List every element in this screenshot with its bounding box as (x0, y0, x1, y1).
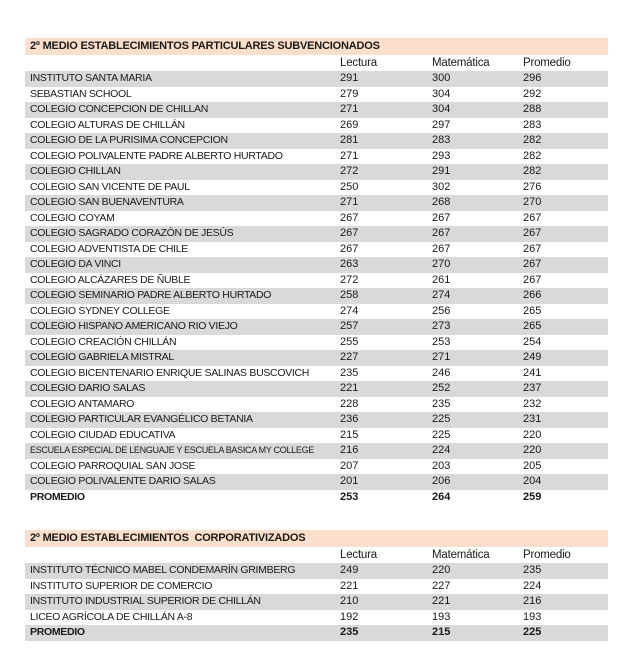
table-row (25, 180, 608, 196)
column-header-matematica: Matemática (432, 57, 490, 69)
matematica-score: 273 (432, 320, 451, 332)
matematica-score: 261 (432, 273, 451, 286)
promedio-score: 283 (523, 118, 542, 131)
column-header-lectura: Lectura (340, 57, 377, 69)
lectura-score: 249 (340, 564, 359, 576)
lectura-score: 267 (340, 211, 359, 224)
matematica-score: 291 (432, 165, 451, 177)
matematica-score: 274 (432, 289, 451, 301)
promedio-score: 224 (523, 579, 542, 592)
total-label: PROMEDIO (30, 626, 85, 638)
table-row (25, 288, 608, 304)
table-row (25, 366, 608, 382)
lectura-score: 255 (340, 335, 359, 348)
matematica-score: 304 (432, 87, 451, 100)
table-row (25, 273, 608, 289)
table-row (25, 579, 608, 595)
total-label: PROMEDIO (30, 490, 85, 503)
matematica-score: 235 (432, 397, 451, 410)
matematica-score: 297 (432, 118, 451, 131)
school-name: COLEGIO POLIVALENTE DARIO SALAS (30, 475, 216, 487)
table-row (25, 211, 608, 227)
school-name: LICEO AGRÍCOLA DE CHILLÁN A-8 (30, 610, 193, 623)
school-name: COLEGIO POLIVALENTE PADRE ALBERTO HURTADO (30, 149, 283, 162)
school-name: COLEGIO SYDNEY COLLEGE (30, 304, 170, 317)
promedio-score: 265 (523, 320, 542, 332)
matematica-score: 300 (432, 72, 451, 84)
lectura-score: 269 (340, 118, 359, 131)
column-header-lectura: Lectura (340, 549, 377, 561)
table-row (25, 164, 608, 180)
school-name: COLEGIO SEMINARIO PADRE ALBERTO HURTADO (30, 289, 272, 301)
lectura-score: 253 (340, 490, 359, 503)
school-name: COLEGIO CIUDAD EDUCATIVA (30, 428, 176, 441)
lectura-score: 250 (340, 180, 359, 193)
table-row (25, 149, 608, 165)
lectura-score: 291 (340, 72, 359, 84)
school-name: COLEGIO PARROQUIAL SAN JOSE (30, 459, 196, 472)
lectura-score: 279 (340, 87, 359, 100)
matematica-score: 293 (432, 149, 451, 162)
matematica-score: 304 (432, 103, 451, 115)
matematica-score: 206 (432, 475, 451, 487)
lectura-score: 267 (340, 227, 359, 239)
table-row (25, 397, 608, 413)
school-name: COLEGIO CREACIÓN CHILLÁN (30, 335, 177, 348)
school-name: COLEGIO CONCEPCION DE CHILLAN (30, 103, 209, 115)
lectura-score: 192 (340, 610, 359, 623)
matematica-score: 270 (432, 258, 451, 270)
matematica-score: 267 (432, 211, 451, 224)
promedio-score: 267 (523, 227, 542, 239)
school-name: COLEGIO GABRIELA MISTRAL (30, 351, 174, 363)
table-row (25, 71, 608, 87)
lectura-score: 210 (340, 595, 359, 607)
matematica-score: 267 (432, 227, 451, 239)
matematica-score: 224 (432, 444, 451, 456)
table-row (25, 304, 608, 320)
promedio-score: 220 (523, 444, 542, 456)
promedio-score: 231 (523, 413, 542, 425)
column-headers (25, 547, 608, 563)
promedio-score: 225 (523, 626, 542, 638)
column-header-spacer (25, 55, 340, 71)
school-name: COLEGIO DARIO SALAS (30, 382, 146, 394)
promedio-score: 265 (523, 304, 542, 317)
school-name: SEBASTIAN SCHOOL (30, 87, 132, 100)
school-name: COLEGIO DA VINCI (30, 258, 121, 270)
promedio-score: 296 (523, 72, 542, 84)
promedio-score: 267 (523, 258, 542, 270)
table-row (25, 257, 608, 273)
lectura-score: 216 (340, 444, 359, 456)
table-row (25, 412, 608, 428)
table-row (25, 102, 608, 118)
table-row (25, 350, 608, 366)
promedio-score: 288 (523, 103, 542, 115)
school-name: COLEGIO HISPANO AMERICANO RIO VIEJO (30, 320, 238, 332)
column-headers (25, 55, 608, 71)
matematica-score: 203 (432, 459, 451, 472)
promedio-score: 270 (523, 196, 542, 208)
table-row (25, 443, 608, 459)
table-rows (25, 71, 608, 505)
table-row (25, 335, 608, 351)
promedio-score: 266 (523, 289, 542, 301)
school-name: COLEGIO ADVENTISTA DE CHILE (30, 242, 188, 255)
column-header-promedio: Promedio (523, 57, 571, 69)
matematica-score: 267 (432, 242, 451, 255)
lectura-score: 221 (340, 382, 359, 394)
promedio-score: 232 (523, 397, 542, 410)
column-header-promedio: Promedio (523, 549, 571, 561)
matematica-score: 302 (432, 180, 451, 193)
promedio-score: 282 (523, 149, 542, 162)
matematica-score: 268 (432, 196, 451, 208)
matematica-score: 246 (432, 366, 451, 379)
promedio-score: 235 (523, 564, 542, 576)
school-name: COLEGIO ALTURAS DE CHILLÁN (30, 118, 185, 131)
promedio-score: 249 (523, 351, 542, 363)
school-name: COLEGIO SAN BUENAVENTURA (30, 196, 184, 208)
promedio-score: 204 (523, 475, 542, 487)
lectura-score: 227 (340, 351, 359, 363)
table-row (25, 226, 608, 242)
lectura-score: 272 (340, 165, 359, 177)
matematica-score: 256 (432, 304, 451, 317)
table-row (25, 474, 608, 490)
section-title: 2º MEDIO ESTABLECIMIENTOS PARTICULARES SUBVENCIONADOS (25, 38, 608, 55)
promedio-score: 282 (523, 134, 542, 146)
lectura-score: 258 (340, 289, 359, 301)
school-name: INSTITUTO INDUSTRIAL SUPERIOR DE CHILLÁN (30, 595, 261, 607)
matematica-score: 283 (432, 134, 451, 146)
lectura-score: 235 (340, 366, 359, 379)
matematica-score: 271 (432, 351, 451, 363)
school-name: COLEGIO ANTAMARO (30, 397, 135, 410)
matematica-score: 215 (432, 626, 451, 638)
table-row (25, 87, 608, 103)
school-name: COLEGIO SAN VICENTE DE PAUL (30, 180, 190, 193)
table-row (25, 118, 608, 134)
table-particulares-subvencionados (25, 38, 608, 505)
table-row (25, 195, 608, 211)
school-name: INSTITUTO TÉCNICO MABEL CONDEMARÍN GRIMBERG (30, 564, 296, 576)
table-row (25, 428, 608, 444)
lectura-score: 271 (340, 149, 359, 162)
table-rows (25, 563, 608, 641)
table-row (25, 594, 608, 610)
table-row (25, 625, 608, 641)
school-name: COLEGIO PARTICULAR EVANGÉLICO BETANIA (30, 413, 253, 425)
matematica-score: 193 (432, 610, 451, 623)
lectura-score: 272 (340, 273, 359, 286)
promedio-score: 267 (523, 273, 542, 286)
school-name: COLEGIO CHILLAN (30, 165, 121, 177)
school-name: COLEGIO DE LA PURISIMA CONCEPCION (30, 134, 228, 146)
lectura-score: 274 (340, 304, 359, 317)
matematica-score: 225 (432, 428, 451, 441)
promedio-score: 241 (523, 366, 542, 379)
table-row (25, 563, 608, 579)
table-row (25, 459, 608, 475)
school-name: COLEGIO SAGRADO CORAZÓN DE JESÚS (30, 227, 234, 239)
school-name: COLEGIO COYAM (30, 211, 115, 224)
lectura-score: 236 (340, 413, 359, 425)
school-name: INSTITUTO SANTA MARIA (30, 72, 152, 84)
promedio-score: 216 (523, 595, 542, 607)
promedio-score: 205 (523, 459, 542, 472)
lectura-score: 235 (340, 626, 359, 638)
promedio-score: 220 (523, 428, 542, 441)
matematica-score: 264 (432, 490, 451, 503)
school-name: COLEGIO BICENTENARIO ENRIQUE SALINAS BUSCOVICH (30, 366, 310, 379)
column-header-matematica: Matemática (432, 549, 490, 561)
table-row (25, 490, 608, 506)
school-name: INSTITUTO SUPERIOR DE COMERCIO (30, 579, 213, 592)
promedio-score: 292 (523, 87, 542, 100)
table-row (25, 133, 608, 149)
table-corporativizados (25, 530, 608, 641)
lectura-score: 215 (340, 428, 359, 441)
promedio-score: 267 (523, 242, 542, 255)
lectura-score: 271 (340, 196, 359, 208)
matematica-score: 227 (432, 579, 451, 592)
promedio-score: 237 (523, 382, 542, 394)
lectura-score: 228 (340, 397, 359, 410)
matematica-score: 220 (432, 564, 451, 576)
lectura-score: 221 (340, 579, 359, 592)
table-row (25, 610, 608, 626)
lectura-score: 207 (340, 459, 359, 472)
lectura-score: 257 (340, 320, 359, 332)
promedio-score: 193 (523, 610, 542, 623)
section-title: 2º MEDIO ESTABLECIMIENTOS CORPORATIVIZADOS (25, 530, 608, 547)
matematica-score: 253 (432, 335, 451, 348)
school-name: ESCUELA ESPECIAL DE LENGUAJE Y ESCUELA BASICA MY COLLEGE (30, 445, 314, 455)
table-row (25, 319, 608, 335)
lectura-score: 267 (340, 242, 359, 255)
table-row (25, 381, 608, 397)
promedio-score: 267 (523, 211, 542, 224)
lectura-score: 263 (340, 258, 359, 270)
promedio-score: 254 (523, 335, 542, 348)
school-name: COLEGIO ALCÁZARES DE ÑUBLE (30, 273, 191, 286)
lectura-score: 201 (340, 475, 359, 487)
matematica-score: 225 (432, 413, 451, 425)
lectura-score: 271 (340, 103, 359, 115)
matematica-score: 252 (432, 382, 451, 394)
promedio-score: 282 (523, 165, 542, 177)
lectura-score: 281 (340, 134, 359, 146)
matematica-score: 221 (432, 595, 451, 607)
table-row (25, 242, 608, 258)
promedio-score: 259 (523, 490, 542, 503)
promedio-score: 276 (523, 180, 542, 193)
column-header-spacer (25, 547, 340, 563)
